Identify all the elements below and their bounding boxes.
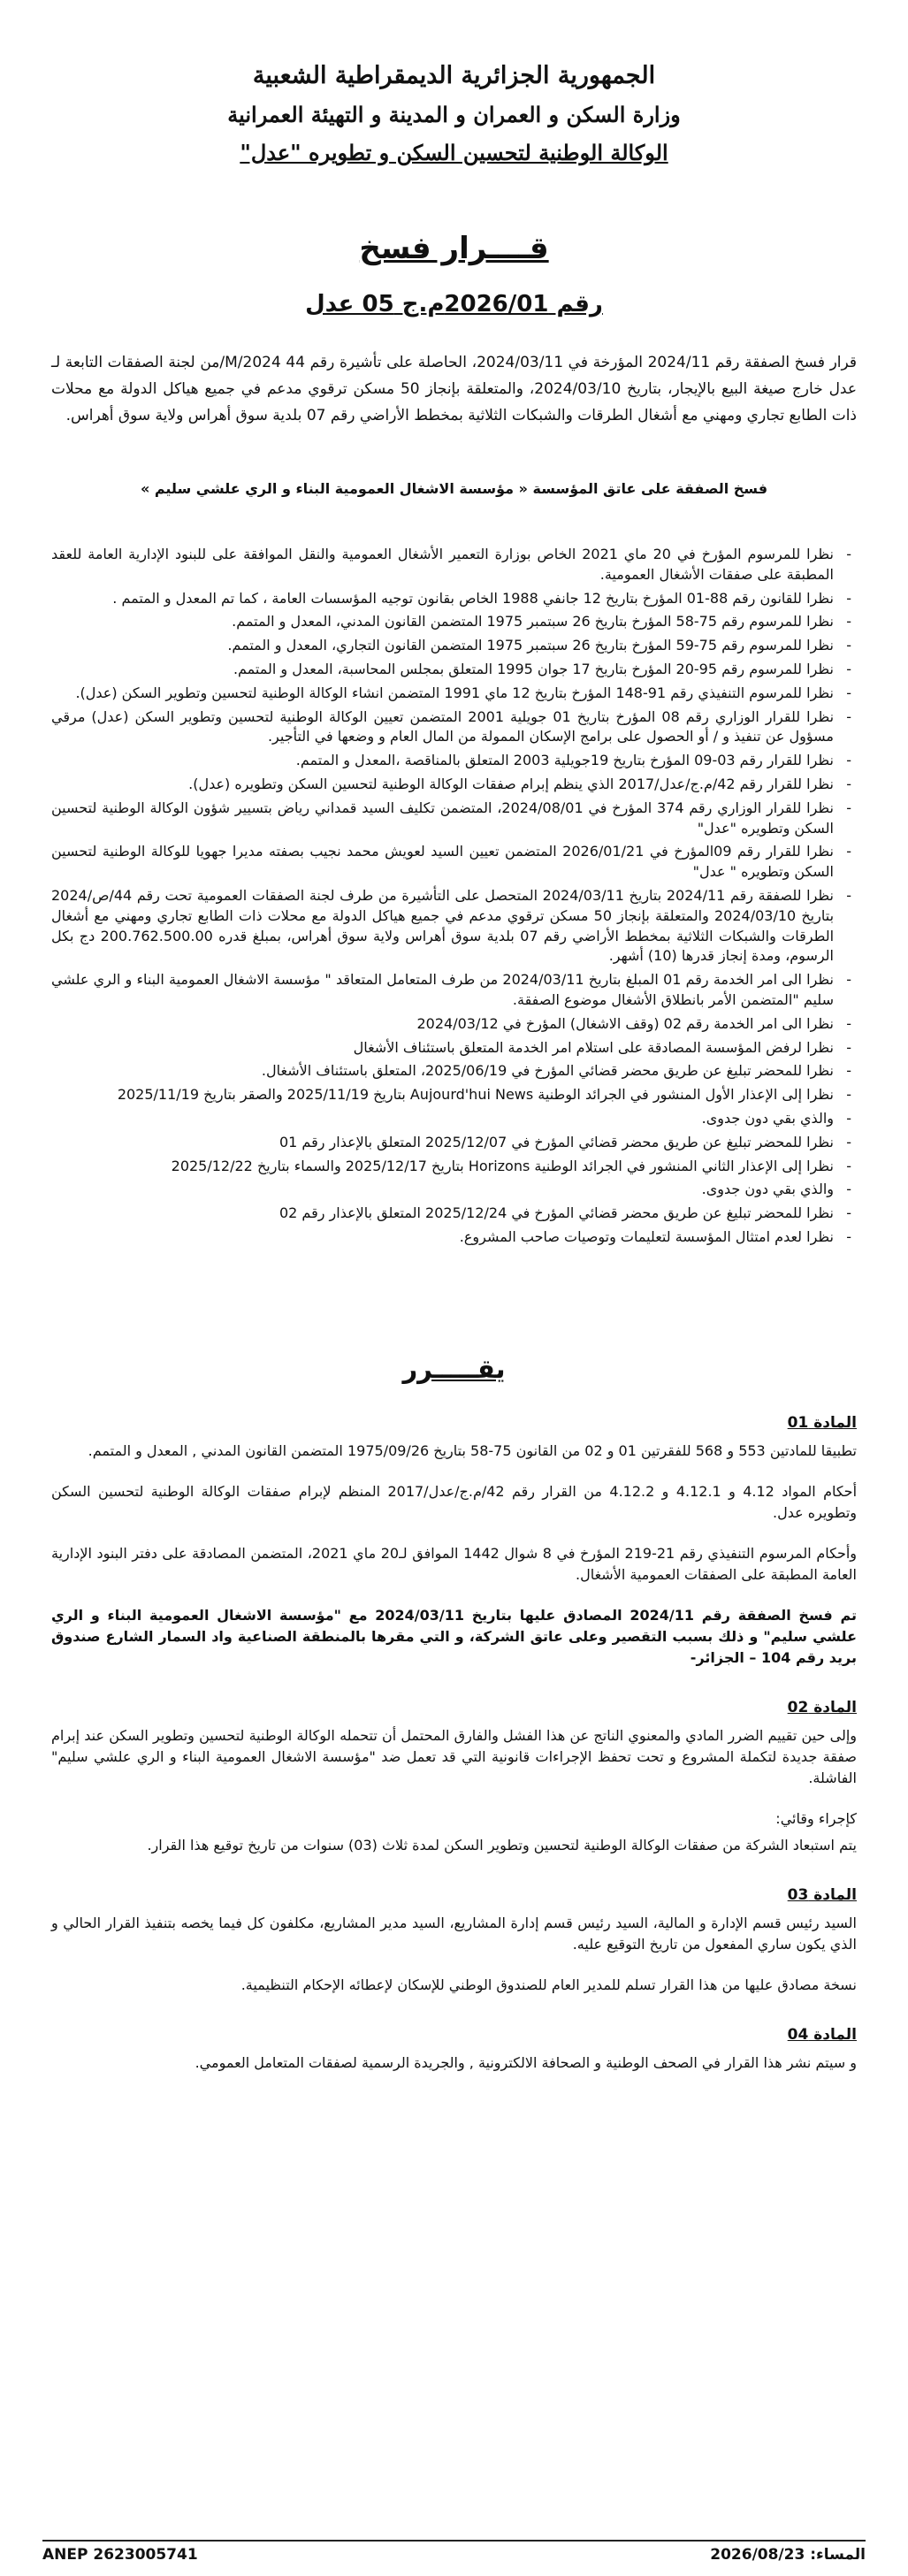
article-02 [51,1699,857,1856]
article-heading: المادة 04 [787,2025,857,2044]
recital-item: - نظرا للمرسوم رقم 95-20 المؤرخ بتاريخ 17 جوان 1995 المتعلق بمجلس المحاسبة، المعدل و المتمم. [51,660,857,680]
letterhead [51,62,857,165]
header-agency: الوكالة الوطنية لتحسين السكن و تطويره "عدل" [240,140,668,165]
article-paragraph: تطبيقا للمادتين 553 و 568 للفقرتين 01 و 02 من القانون 75-58 بتاريخ 1975/09/26 المتضمن القانون المدني , المعدل و المتمم. [88,1441,857,1459]
article-paragraph: و سيتم نشر هذا القرار في الصحف الوطنية و الصحافة الالكترونية , والجريدة الرسمية لصفقات المتعامل العمومي. [195,2053,857,2071]
article-03 [51,1886,857,1996]
article-paragraph: نسخة مصادق عليها من هذا القرار تسلم للمدير العام للصندوق الوطني للإسكان لإعطائه الإحكام التنظيمية. [240,1976,857,1993]
article-paragraph: وإلى حين تقييم الضرر المادي والمعنوي الناتج عن هذا الفشل والفارق المحتمل أن تتحمله الوكالة الوطنية لتحسين وتطوير السكن عند إبرام صفقة جديدة لتكملة المشروع و تحت تحفظ الإجراءات قانونية التي قد تعمل ضد "مؤسسة الاشغال العمومية البناء و الري علشي سليم" الفاشلة. [51,1726,857,1786]
article-01 [51,1414,857,1669]
article-heading: المادة 03 [787,1885,857,1904]
document-title: قــــرار فسخ [359,231,549,266]
recital-item: - نظرا للمحضر تبليغ عن طريق محضر قضائي المؤرخ في 2025/12/07 المتعلق بالإعذار رقم 01 [51,1133,857,1153]
recital-item: - والذي بقي دون جدوى. [51,1180,857,1200]
intro-paragraph: قرار فسخ الصفقة رقم 2024/11 المؤرخة في 2024/03/11، الحاصلة على تأشيرة رقم 44 M/2024/من لجنة الصفقات التابعة لـ عدل خارج صيغة البيع بالإيجار، بتاريخ 2024/03/10، والمتعلقة بإنجاز 50 مسكن ترقوي مدعم في جميع هياكل الدولة مع محلات ذات الطابع تجاري ومهني مع أشغال الطرقات والشبكات الثلاثية بمخطط الأراضي رقم 07 بلدية سوق أهراس ولاية سوق أهراس. [51,354,858,424]
header-ministry: وزارة السكن و العمران و المدينة و التهيئة العمرانية [227,102,681,127]
decision-number: رقم 2026/01م.ج 05 عدل [305,291,603,317]
recital-item: - نظرا إلى الإعذار الأول المنشور في الجرائد الوطنية Aujourd'hui News بتاريخ 2025/11/19 والصقر بتاريخ 2025/11/19 [51,1085,857,1105]
recital-item: - نظرا للقرار رقم 42/م.ج/عدل/2017 الذي ينظم إبرام صفقات الوكالة الوطنية لتحسين السكن وتطويره (عدل). [51,775,857,795]
recital-item: - نظرا للمرسوم التنفيذي رقم 91-148 المؤرخ بتاريخ 12 ماي 1991 المتضمن انشاء الوكالة الوطنية لتحسين وتطوير السكن (عدل). [51,684,857,704]
article-heading: المادة 01 [787,1413,857,1432]
article-paragraph: أحكام المواد 4.12 و 4.12.1 و 4.12.2 من القرار رقم 42/م.ج/عدل/2017 المنظم لإبرام صفقات الوكالة الوطنية لتحسين السكن وتطويره عدل. [51,1482,858,1521]
recital-item: - نظرا للمحضر تبليغ عن طريق محضر قضائي المؤرخ في 2025/06/19، المتعلق باستئناف الأشغال. [51,1061,857,1082]
footer-bar [42,2540,866,2568]
article-paragraph: كإجراء وقائي: [775,1809,857,1827]
recital-item: - نظرا للمرسوم رقم 75-58 المؤرخ بتاريخ 26 سبتمبر 1975 المتضمن القانون المدني، المعدل و المتمم. [51,612,857,632]
decides-heading: يقـــــرر [402,1353,506,1384]
recital-item: - نظرا لعدم امتثال المؤسسة لتعليمات وتوصيات صاحب المشروع. [51,1227,857,1248]
article-paragraph: وأحكام المرسوم التنفيذي رقم 21-219 المؤرخ في 8 شوال 1442 الموافق لـ20 ماي 2021، المتضمن المصادقة على دفتر البنود الإدارية العامة المطبقة على الصفقات العمومية الأشغال. [51,1544,858,1583]
recital-item: - نظرا للقرار رقم 09المؤرخ في 2026/01/21 المتضمن تعيين السيد لعويش محمد نجيب بصفته مديرا جهويا للوكالة الوطنية لتحسين السكن وتطويره " عدل" [51,842,857,883]
recital-item: - نظرا للمحضر تبليغ عن طريق محضر قضائي المؤرخ في 2025/12/24 المتعلق بالإعذار رقم 02 [51,1204,857,1224]
recital-item: - نظرا للقرار الوزاري رقم 374 المؤرخ في 2024/08/01، المتضمن تكليف السيد قمداني رياض بتسيير شؤون الوكالة الوطنية لتحسين السكن وتطويره "عدل" [51,799,857,839]
recital-item: - نظرا للقرار الوزاري رقم 08 المؤرخ بتاريخ 01 جويلية 2001 المتضمن تعيين الوكالة الوطنية لتحسين وتطوير السكن (عدل) مرقي مسؤول عن تنفيذ و / أو الحصول على برامج الإسكان الممولة من المال العام و وضعها في التأجير. [51,707,857,748]
article-paragraph: يتم استبعاد الشركة من صفقات الوكالة الوطنية لتحسين وتطوير السكن لمدة ثلاث (03) سنوات من تاريخ توقيع هذا القرار. [147,1836,857,1854]
article-paragraph: السيد رئيس قسم الإدارة و المالية، السيد رئيس قسم إدارة المشاريع، السيد مدير المشاريع، مكلفون كل فيما يخصه بتنفيذ القرار الحالي و الذي يكون ساري المفعول من تاريخ التوقيع عليه. [51,1914,857,1953]
article-heading: المادة 02 [787,1698,857,1716]
recital-item: - نظرا للقرار رقم 03-09 المؤرخ بتاريخ 19جويلية 2003 المتعلق بالمناقصة ،المعدل و المتمم. [51,751,857,771]
recital-item: - نظرا للمرسوم المؤرخ في 20 ماي 2021 الخاص بوزارة التعمير الأشغال العمومية والنقل الموافقة على للبنود الإدارية العامة للعقد المطبقة على صفقات الأشغال العمومية. [51,545,857,585]
recitals-list [51,545,857,1248]
recital-item: - نظرا للمرسوم رقم 75-59 المؤرخ بتاريخ 26 سبتمبر 1975 المتضمن القانون التجاري، المعدل و المتمم. [51,636,857,656]
header-republic: الجمهورية الجزائرية الديمقراطية الشعبية [252,62,656,89]
recital-item: - والذي بقي دون جدوى. [51,1109,857,1129]
recital-item: - نظرا الى امر الخدمة رقم 01 المبلغ بتاريخ 2024/03/11 من طرف المتعامل المتعاقد " مؤسسة الاشغال العمومية البناء و الري علشي سليم "المتضمن الأمر بانطلاق الأشغال موضوع الصفقة. [51,970,857,1011]
recital-item: - نظرا للصفقة رقم 2024/11 بتاريخ 2024/03/11 المتحصل على التأشيرة من طرف لجنة الصفقات العمومية تحت رقم 44/ص/2024 بتاريخ 2024/03/10 والمتعلقة بإنجاز 50 مسكن ترقوي مدعم في جميع هياكل الدولة مع محلات ذات الطابع تجاري ومهني مع أشغال الطرقات والشبكات الثلاثية بمخطط الأراضي رقم 07 بلدية سوق أهراس ولاية سوق أهراس، بمبلغ قدره 200.762.500.00 دج بكل الرسوم، ومدة إنجاز قدرها (10) أشهر. [51,886,857,967]
publication-date: المساء: 2026/08/23 [710,2546,866,2564]
article-04 [51,2026,857,2074]
anep-reference: ANEP 2623005741 [42,2546,198,2564]
recital-item: - نظرا الى امر الخدمة رقم 02 (وقف الاشغال) المؤرخ في 2024/03/12 [51,1014,857,1035]
recital-item: - نظرا لرفض المؤسسة المصادقة على استلام امر الخدمة المتعلق باستئناف الأشغال [51,1038,857,1059]
article-paragraph: تم فسخ الصفقة رقم 2024/11 المصادق عليها بتاريخ 2024/03/11 مع "مؤسسة الاشغال العمومية البناء و الري علشي سليم" و ذلك بسبب التقصير وعلى عاتق الشركة، و التي مقرها بالمنطقة الصناعية واد السمار الشارع صندوق بريد رقم 104 – الجزائر- [51,1606,858,1666]
recital-item: - نظرا للقانون رقم 88-01 المؤرخ بتاريخ 12 جانفي 1988 الخاص بقانون توجيه المؤسسات العامة ، كما تم المعدل و المتمم . [51,589,857,609]
subject-line: فسخ الصفقة على عاتق المؤسسة « مؤسسة الاشغال العمومية البناء و الري علشي سليم » [140,480,768,497]
recital-item: - نظرا إلى الإعذار الثاني المنشور في الجرائد الوطنية Horizons بتاريخ 2025/12/17 والسماء بتاريخ 2025/12/22 [51,1157,857,1177]
